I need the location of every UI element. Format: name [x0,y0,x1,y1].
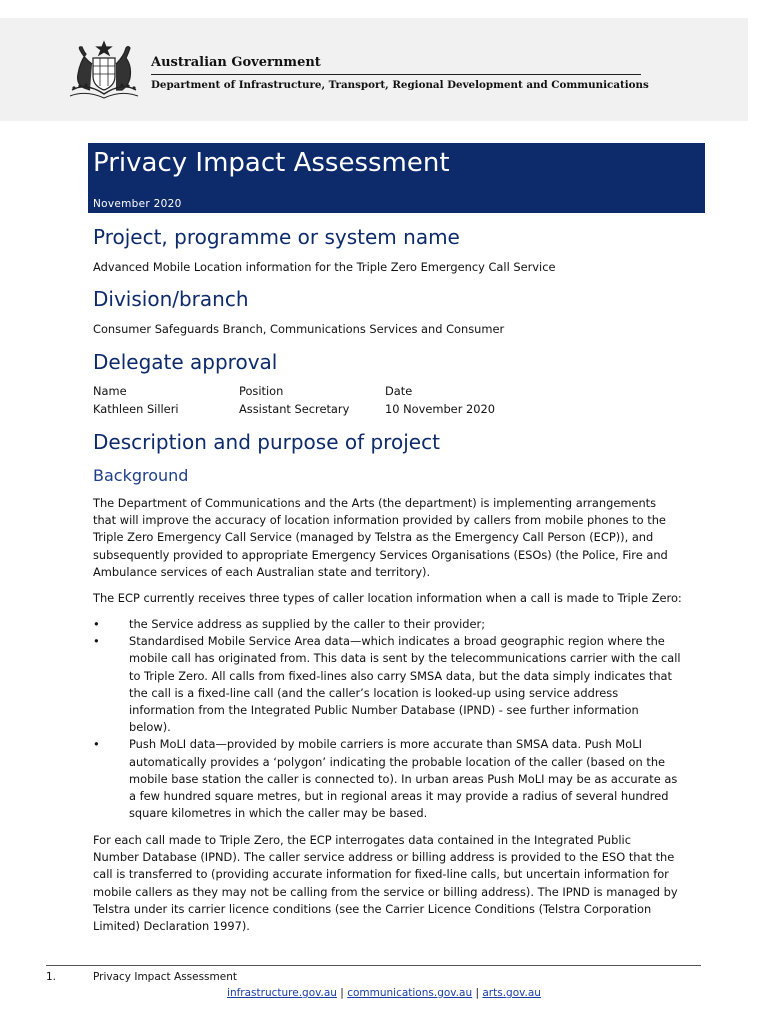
link-separator: | [340,987,344,999]
coat-of-arms-icon [66,40,142,102]
list-item: • the Service address as supplied by the caller to their provider; [93,616,713,633]
department-name: Department of Infrastructure, Transport, Regional Development and Communications [151,79,649,91]
approval-heading: Delegate approval [93,350,278,374]
link-infrastructure[interactable]: infrastructure.gov.au [227,987,337,999]
government-title: Australian Government [151,55,321,70]
location-types-list [93,616,713,822]
approval-value-name: Kathleen Silleri [93,401,179,416]
document-date: November 2020 [93,198,182,210]
footer-links [0,987,768,999]
page-number: 1. [46,971,57,983]
approval-header-name: Name [93,384,127,398]
list-item: • Push MoLI data—provided by mobile carriers is more accurate than SMSA data. Push MoLI automatically provides a ‘polygon’ indicating the probable location of the caller (based on the mobile base station the caller is connected to). In urban areas Push MoLI may be as accurate as a few hundred square metres, but in regional areas it may provide a radius of several hundred square kilometres in which the caller may be based. [93,737,678,821]
link-arts[interactable]: arts.gov.au [482,987,541,999]
header-divider [151,74,641,75]
footer-divider [46,965,701,966]
division-text: Consumer Safeguards Branch, Communications Services and Consumer [93,322,505,336]
footer-document-title: Privacy Impact Assessment [93,971,237,983]
project-heading: Project, programme or system name [93,225,460,249]
bullet-icon: • [93,617,100,631]
link-separator: | [475,987,480,999]
project-text: Advanced Mobile Location information for the Triple Zero Emergency Call Service [93,260,556,274]
title-band [88,143,705,213]
background-paragraph-1: The Department of Communications and the Arts (the department) is implementing arrangements that will improve the accuracy of location information provided by callers from mobile phones to the Triple Zero Emergency Call Service (managed by Telstra as the Emergency Call Person (ECP)), and subsequently provided to appropriate Emergency Services Organisations (ESOs) (the Police, Fire and Ambulance services of each Australian state and territory). [93,496,668,579]
list-item: • Standardised Mobile Service Area data—which indicates a broad geographic region where the mobile call has originated from. This data is sent by the telecommunications carrier with the call to Triple Zero. All calls from fixed-lines also carry SMSA data, but the data simply indicates that the call is a fixed-line call (and the caller’s location is looked-up using service address information from the Integrated Public Number Database (IPND) - see further information below). [93,634,681,735]
background-heading: Background [93,466,189,485]
approval-header-date: Date [385,384,413,398]
document-title: Privacy Impact Assessment [93,148,450,178]
approval-header-position: Position [239,384,284,398]
approval-value-position: Assistant Secretary [239,401,350,416]
approval-value-date: 10 November 2020 [385,401,495,416]
background-paragraph-2: The ECP currently receives three types of caller location information when a call is made to Triple Zero: [93,591,682,605]
bullet-icon: • [93,634,100,649]
bullet-icon: • [93,737,100,752]
link-communications[interactable]: communications.gov.au [347,987,473,999]
background-paragraph-3: For each call made to Triple Zero, the ECP interrogates data contained in the Integrated Public Number Database (IPND). The caller service address or billing address is provided to the ESO that the call is transferred to (providing accurate information for fixed-line calls, but uncertain information for mobile callers as they may not be calling from the service or billing address). The IPND is managed by Telstra under its carrier licence conditions (see the Carrier Licence Conditions (Telstra Corporation Limited) Declaration 1997). [93,833,678,934]
description-heading: Description and purpose of project [93,430,440,454]
division-heading: Division/branch [93,287,249,311]
